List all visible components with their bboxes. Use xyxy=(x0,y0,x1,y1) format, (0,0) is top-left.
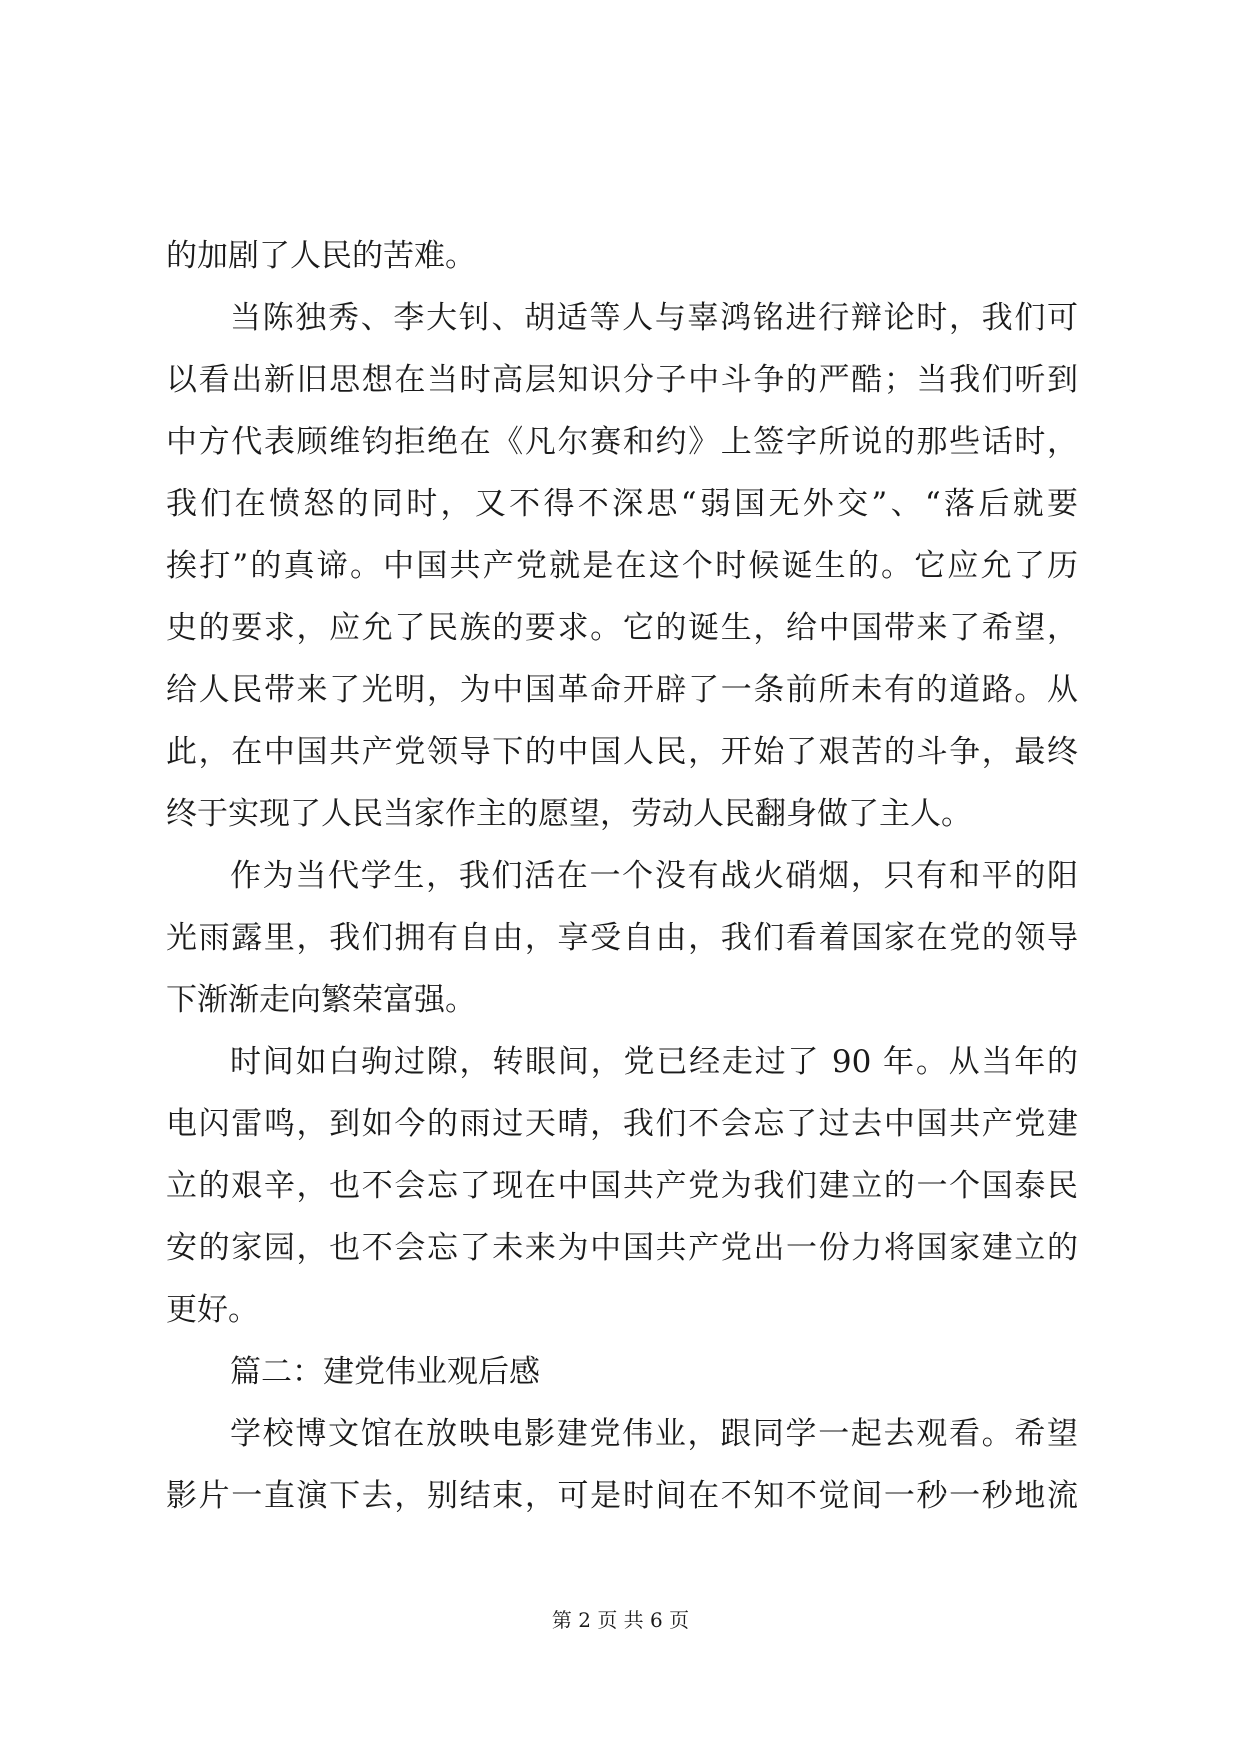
text-line: 安的家园，也不会忘了未来为中国共产党出一份力将国家建立的 xyxy=(166,1230,1078,1266)
text-line: 影片一直演下去，别结束，可是时间在不知不觉间一秒一秒地流 xyxy=(166,1478,1078,1514)
text-line: 更好。 xyxy=(166,1292,259,1328)
text-line: 电闪雷鸣，到如今的雨过天晴，我们不会忘了过去中国共产党建 xyxy=(166,1106,1078,1142)
text-line: 终于实现了人民当家作主的愿望，劳动人民翻身做了主人。 xyxy=(166,796,972,832)
page-number-footer: 第 2 页 共 6 页 xyxy=(551,1608,690,1632)
paragraph-first-line: 作为当代学生，我们活在一个没有战火硝烟，只有和平的阳 xyxy=(230,858,1078,894)
text-line: 以看出新旧思想在当时高层知识分子中斗争的严酷；当我们听到 xyxy=(166,362,1078,398)
document-body xyxy=(166,225,1078,1527)
text-line: 我们在愤怒的同时，又不得不深思“弱国无外交”、“落后就要 xyxy=(166,486,1078,522)
text-line: 下渐渐走向繁荣富强。 xyxy=(166,982,476,1018)
text-line: 挨打”的真谛。中国共产党就是在这个时候诞生的。它应允了历 xyxy=(166,548,1078,584)
text-line: 立的艰辛，也不会忘了现在中国共产党为我们建立的一个国泰民 xyxy=(166,1168,1078,1204)
paragraph-first-line: 学校博文馆在放映电影建党伟业，跟同学一起去观看。希望 xyxy=(230,1416,1078,1452)
text-line: 给人民带来了光明，为中国革命开辟了一条前所未有的道路。从 xyxy=(166,672,1078,708)
text-line: 此，在中国共产党领导下的中国人民，开始了艰苦的斗争，最终 xyxy=(166,734,1078,770)
paragraph-first-line: 当陈独秀、李大钊、胡适等人与辜鸿铭进行辩论时，我们可 xyxy=(230,300,1078,336)
text-line: 中方代表顾维钧拒绝在《凡尔赛和约》上签字所说的那些话时， xyxy=(166,424,1078,460)
text-line: 史的要求，应允了民族的要求。它的诞生，给中国带来了希望， xyxy=(166,610,1078,646)
text-line: 光雨露里，我们拥有自由，享受自由，我们看着国家在党的领导 xyxy=(166,920,1078,956)
text-line: 的加剧了人民的苦难。 xyxy=(166,238,476,274)
paragraph-first-line: 时间如白驹过隙，转眼间，党已经走过了 90 年。从当年的 xyxy=(230,1044,1078,1080)
section-heading: 篇二：建党伟业观后感 xyxy=(230,1354,540,1390)
